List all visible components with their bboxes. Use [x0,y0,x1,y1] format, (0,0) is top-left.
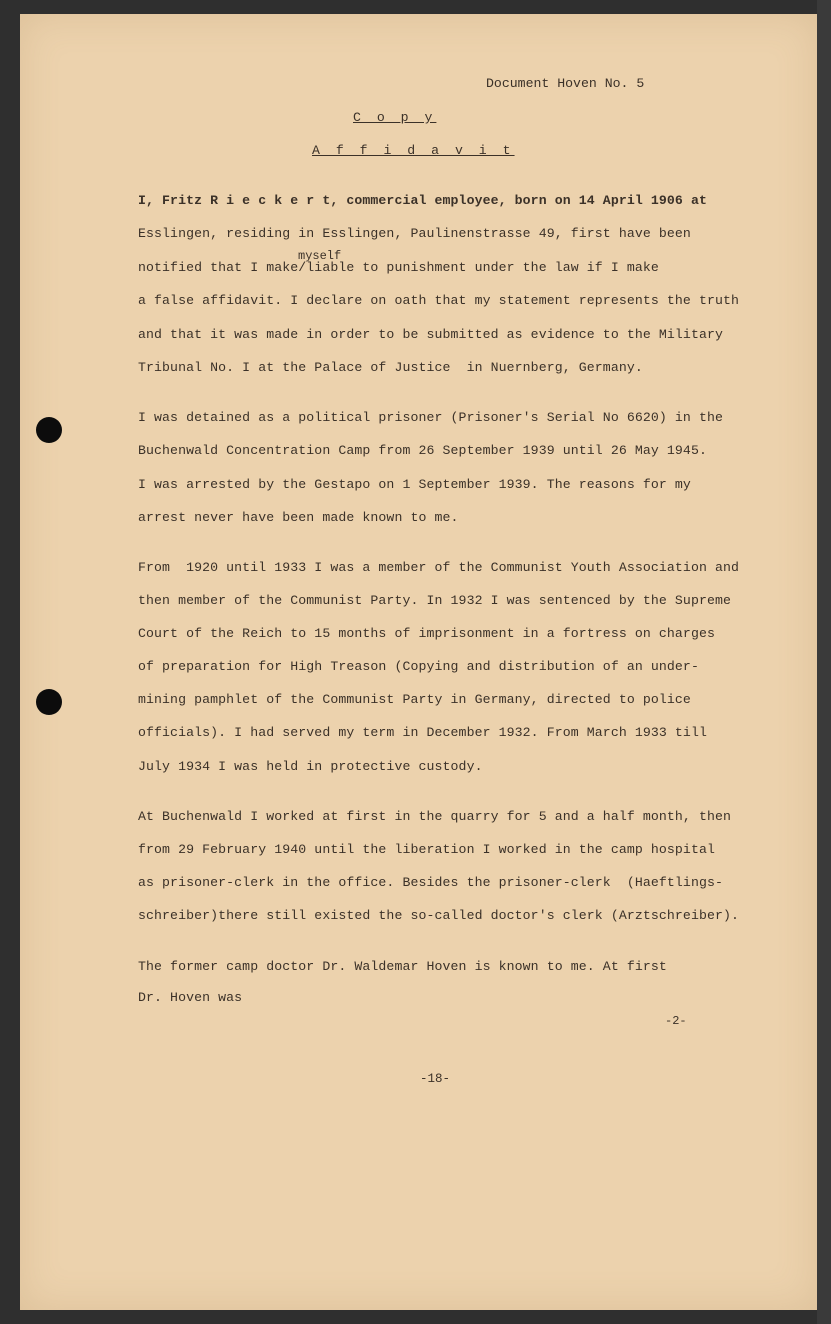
text-line: Dr. Hoven was [138,990,243,1005]
text-line: schreiber)there still existed the so-called doctor's clerk (Arztschreiber). [138,908,740,923]
interlinear-insert: myself [298,249,342,263]
punch-hole [36,689,62,715]
scanner-edge [817,0,831,1324]
document-number: Document Hoven No. 5 [486,76,645,91]
text-line: notified that I make/liable to punishment under the law if I make [138,260,659,275]
text-line: I, Fritz R i e c k e r t, commercial employee, born on 14 April 1906 at [138,193,707,208]
text-line: Tribunal No. I at the Palace of Justice in Nuernberg, Germany. [138,360,643,375]
text-line: and that it was made in order to be submitted as evidence to the Military [138,327,724,342]
text-line: At Buchenwald I worked at first in the quarry for 5 and a half month, then [138,809,732,824]
text-line: I was detained as a political prisoner (Prisoner's Serial No 6620) in the [138,410,724,425]
text-line: of preparation for High Treason (Copying and distribution of an under- [138,659,699,674]
text-line: Esslingen, residing in Esslingen, Paulinenstrasse 49, first have been [138,226,691,241]
text-line: July 1934 I was held in protective custody. [138,759,483,774]
text-line: Court of the Reich to 15 months of imprisonment in a fortress on charges [138,626,715,641]
text-line: officials). I had served my term in December 1932. From March 1933 till [138,725,707,740]
next-page-marker: -2- [665,1014,687,1028]
text-line: a false affidavit. I declare on oath that my statement represents the truth [138,293,740,308]
text-line: then member of the Communist Party. In 1932 I was sentenced by the Supreme [138,593,732,608]
text-line: Buchenwald Concentration Camp from 26 September 1939 until 26 May 1945. [138,443,707,458]
text-line: arrest never have been made known to me. [138,510,459,525]
text-line: mining pamphlet of the Communist Party in Germany, directed to police [138,692,691,707]
text-line: as prisoner-clerk in the office. Besides the prisoner-clerk (Haeftlings- [138,875,724,890]
page-number: -18- [420,1072,451,1086]
copy-label: C o p y [353,110,437,125]
text-line: From 1920 until 1933 I was a member of the Communist Youth Association and [138,560,740,575]
punch-hole [36,417,62,443]
text-line: I was arrested by the Gestapo on 1 September 1939. The reasons for my [138,477,691,492]
text-line: The former camp doctor Dr. Waldemar Hoven is known to me. At first [138,959,667,974]
affidavit-title: A f f i d a v i t [312,143,515,158]
document-page [20,14,817,1310]
text-line: from 29 February 1940 until the liberation I worked in the camp hospital [138,842,715,857]
